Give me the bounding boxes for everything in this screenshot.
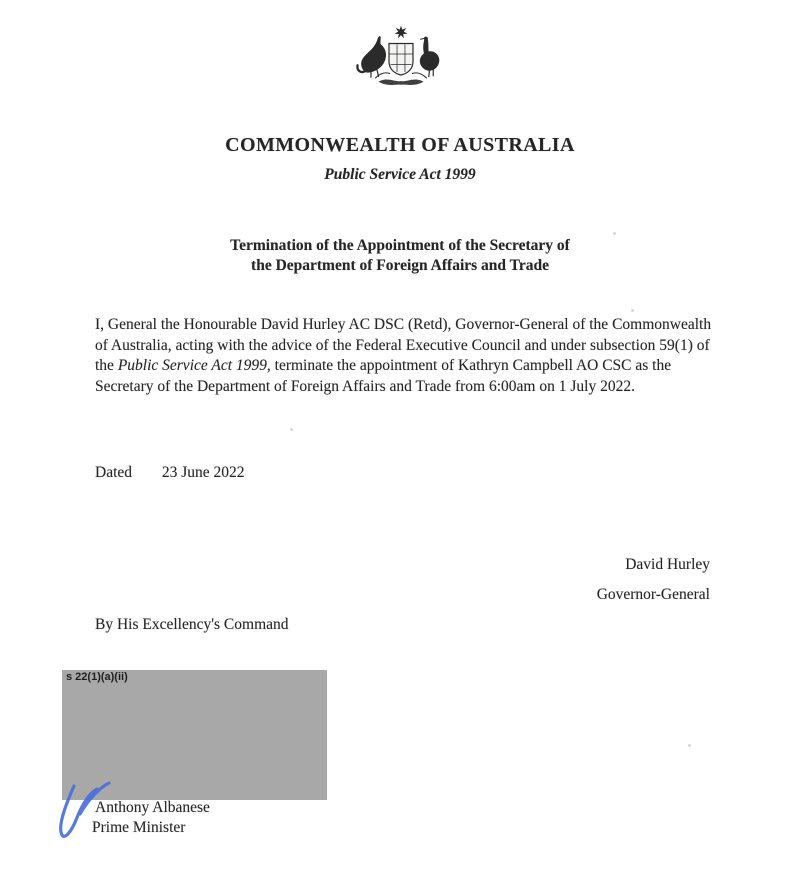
body-text-after-act: , terminate the appointment of Kathryn Campbell AO CSC as the Secretary of the Department of Foreign Affairs and Trade from 6:00am on 1 July 2022. [95, 357, 672, 395]
scan-speck [613, 232, 616, 235]
act-subtitle: Public Service Act 1999 [324, 166, 476, 183]
document-title: COMMONWEALTH OF AUSTRALIA [225, 134, 575, 156]
act-reference: Public Service Act 1999 [117, 357, 267, 374]
document-heading [0, 236, 800, 276]
pm-signature-icon [52, 780, 122, 842]
governor-general-title: Governor-General [596, 586, 710, 603]
heading-line-2: the Department of Foreign Affairs and Trade [251, 257, 549, 274]
scan-speck [631, 309, 634, 312]
governor-general-name: David Hurley [625, 556, 710, 573]
australian-coat-of-arms-icon [356, 24, 446, 102]
pm-name: Anthony Albanese [95, 799, 210, 816]
body-text-before-act: I, General the Honourable David Hurley AC DSC (Retd), Governor-General of the Commonwealth of Australia, acting with the advice of the Federal Executive Council and under subsection 59(1) of the [95, 316, 712, 374]
dated-row [95, 464, 245, 482]
command-line: By His Excellency's Command [95, 616, 289, 633]
redaction-exemption-label: s 22(1)(a)(ii) [66, 671, 128, 683]
dated-label: Dated [95, 464, 133, 481]
pm-title: Prime Minister [92, 819, 186, 836]
dated-value: 23 June 2022 [161, 464, 245, 481]
heading-line-1: Termination of the Appointment of the Secretary of [230, 237, 570, 254]
scan-speck [290, 428, 293, 431]
body-paragraph [95, 315, 720, 397]
scan-speck [688, 744, 691, 747]
